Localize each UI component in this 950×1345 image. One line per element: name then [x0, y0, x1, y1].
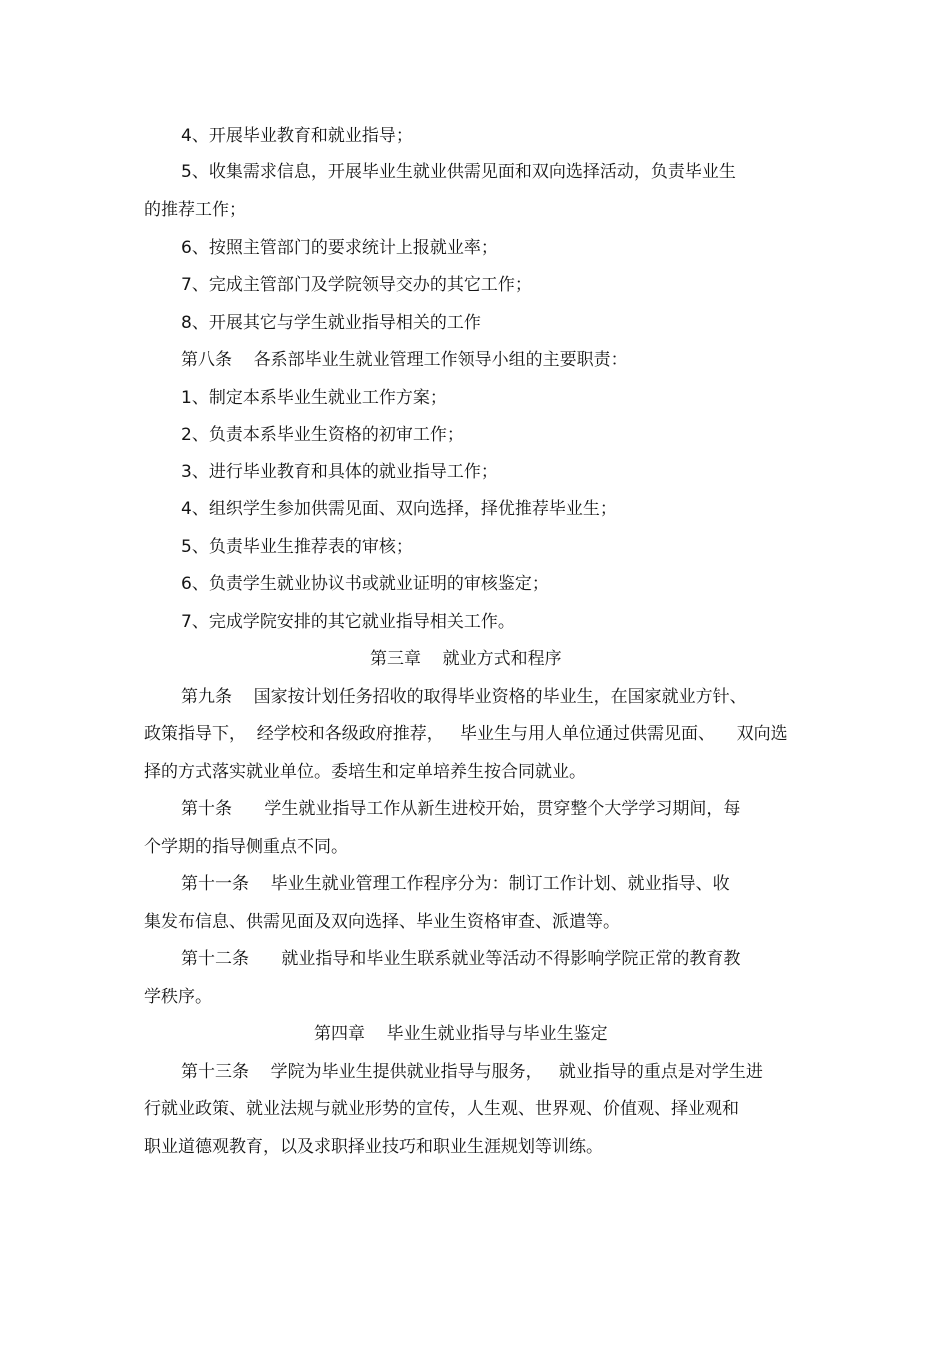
text-line: 学秩序。 — [144, 987, 212, 1007]
text-line: 职业道德观教育，以及求职择业技巧和职业生涯规划等训练。 — [144, 1137, 603, 1157]
text-line: 8、开展其它与学生就业指导相关的工作 — [181, 313, 481, 333]
article-paragraph: 第九条 国家按计划任务招收的取得毕业资格的毕业生，在国家就业方针、 — [181, 687, 747, 707]
text-line: 7、完成主管部门及学院领导交办的其它工作； — [181, 275, 532, 295]
chapter-heading: 第三章 就业方式和程序 — [370, 649, 562, 669]
article-paragraph: 第十条 学生就业指导工作从新生进校开始，贯穿整个大学学习期间，每 — [181, 799, 741, 819]
text-line: 6、负责学生就业协议书或就业证明的审核鉴定； — [181, 574, 549, 594]
text-line: 政策指导下， 经学校和各级政府推荐， 毕业生与用人单位通过供需见面、 双向选 — [144, 724, 788, 744]
text-line: 3、进行毕业教育和具体的就业指导工作； — [181, 462, 498, 482]
article-heading: 第八条 各系部毕业生就业管理工作领导小组的主要职责： — [181, 350, 628, 370]
chapter-heading: 第四章 毕业生就业指导与毕业生鉴定 — [314, 1024, 608, 1044]
text-line: 的推荐工作； — [144, 200, 246, 220]
text-line: 1、制定本系毕业生就业工作方案； — [181, 388, 447, 408]
text-line: 2、负责本系毕业生资格的初审工作； — [181, 425, 464, 445]
text-line: 4、开展毕业教育和就业指导； — [181, 126, 413, 146]
text-line: 个学期的指导侧重点不同。 — [144, 837, 348, 857]
text-line: 6、按照主管部门的要求统计上报就业率； — [181, 238, 498, 258]
text-line: 5、收集需求信息，开展毕业生就业供需见面和双向选择活动，负责毕业生 — [181, 162, 736, 182]
text-line: 4、组织学生参加供需见面、双向选择，择优推荐毕业生； — [181, 499, 617, 519]
article-paragraph: 第十三条 学院为毕业生提供就业指导与服务， 就业指导的重点是对学生进 — [181, 1062, 763, 1082]
text-line: 集发布信息、供需见面及双向选择、毕业生资格审查、派遣等。 — [144, 912, 620, 932]
article-paragraph: 第十一条 毕业生就业管理工作程序分为：制订工作计划、就业指导、收 — [181, 874, 730, 894]
text-line: 行就业政策、就业法规与就业形势的宣传，人生观、世界观、价值观、择业观和 — [144, 1099, 739, 1119]
text-line: 7、完成学院安排的其它就业指导相关工作。 — [181, 612, 515, 632]
article-paragraph: 第十二条 就业指导和毕业生联系就业等活动不得影响学院正常的教育教 — [181, 949, 741, 969]
text-line: 5、负责毕业生推荐表的审核； — [181, 537, 413, 557]
text-line: 择的方式落实就业单位。委培生和定单培养生按合同就业。 — [144, 762, 586, 782]
